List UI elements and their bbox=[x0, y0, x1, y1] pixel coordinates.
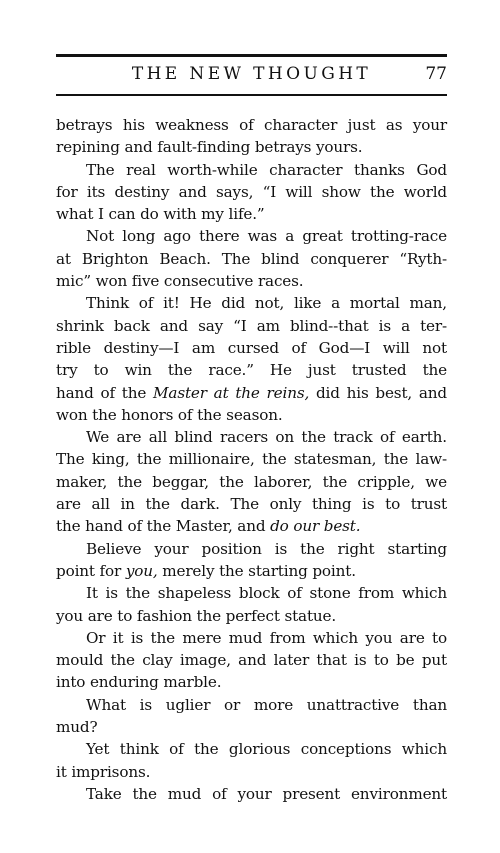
text-line: repining and fault-finding betrays yours. bbox=[56, 138, 363, 157]
text-line: Take the mud of your present environment bbox=[86, 784, 447, 803]
text-line: what I can do with my life.” bbox=[56, 205, 265, 224]
text-line: What is uglier or more unattractive than bbox=[86, 695, 447, 714]
text-line: betrays his weakness of character just as your bbox=[56, 116, 447, 134]
text-line: are all in the dark. The only thing is to trust bbox=[56, 495, 447, 514]
text-line bbox=[56, 382, 447, 404]
text-line: for its destiny and says, “I will show the world bbox=[56, 182, 447, 201]
page-number: 77 bbox=[425, 64, 447, 84]
paragraph bbox=[56, 582, 447, 627]
text-line: try to win the race.” He just trusted the bbox=[56, 361, 447, 380]
paragraph bbox=[56, 114, 447, 159]
text-line: Think of it! He did not, like a mortal man, bbox=[86, 294, 447, 313]
paragraph bbox=[56, 292, 447, 426]
paragraph bbox=[56, 426, 447, 537]
text-line: it imprisons. bbox=[56, 762, 151, 781]
italic-phrase: do our best. bbox=[270, 517, 361, 536]
text-line: maker, the beggar, the laborer, the cripple, we bbox=[56, 472, 447, 491]
paragraph bbox=[56, 783, 447, 805]
text-fragment: did his best, and bbox=[315, 383, 447, 402]
text-fragment: point for bbox=[56, 561, 122, 580]
text-line: The king, the millionaire, the statesman, the law- bbox=[56, 450, 447, 469]
body-text bbox=[56, 114, 447, 805]
running-head-title: THE NEW THOUGHT bbox=[131, 64, 372, 84]
running-head bbox=[56, 62, 447, 86]
text-line: mould the clay image, and later that is to be put bbox=[56, 651, 447, 670]
paragraph bbox=[56, 627, 447, 694]
header-rule-bottom bbox=[56, 94, 447, 96]
text-line: The real worth-while character thanks God bbox=[86, 160, 447, 179]
paragraph bbox=[56, 159, 447, 226]
text-line: Yet think of the glorious conceptions which bbox=[86, 740, 447, 759]
text-line: Not long ago there was a great trotting-race bbox=[86, 227, 447, 246]
italic-phrase: Master at the reins, bbox=[153, 383, 310, 402]
paragraph bbox=[56, 538, 447, 583]
paragraph bbox=[56, 225, 447, 292]
header-rule-top bbox=[56, 54, 447, 57]
text-line: Believe your position is the right starting bbox=[86, 539, 447, 558]
paragraph bbox=[56, 694, 447, 739]
text-fragment: hand of the bbox=[56, 383, 147, 402]
text-line: mic” won five consecutive races. bbox=[56, 272, 304, 291]
text-line: It is the shapeless block of stone from which bbox=[86, 584, 447, 603]
text-line: rible destiny—I am cursed of God—I will not bbox=[56, 338, 447, 357]
text-line: mud? bbox=[56, 718, 98, 737]
paragraph bbox=[56, 738, 447, 783]
text-fragment: the hand of the Master, and bbox=[56, 517, 266, 536]
text-fragment: merely the starting point. bbox=[162, 561, 356, 580]
text-line bbox=[56, 560, 447, 582]
text-line: Or it is the mere mud from which you are to bbox=[86, 628, 447, 647]
text-line: you are to fashion the perfect statue. bbox=[56, 606, 337, 625]
text-line: at Brighton Beach. The blind conquerer “Ryth- bbox=[56, 249, 447, 268]
text-line: won the honors of the season. bbox=[56, 405, 283, 424]
text-line bbox=[56, 515, 447, 537]
text-line: We are all blind racers on the track of earth. bbox=[86, 428, 447, 447]
italic-phrase: you, bbox=[125, 561, 158, 580]
text-line: shrink back and say “I am blind--that is a ter- bbox=[56, 316, 447, 335]
text-line: into enduring marble. bbox=[56, 673, 222, 692]
